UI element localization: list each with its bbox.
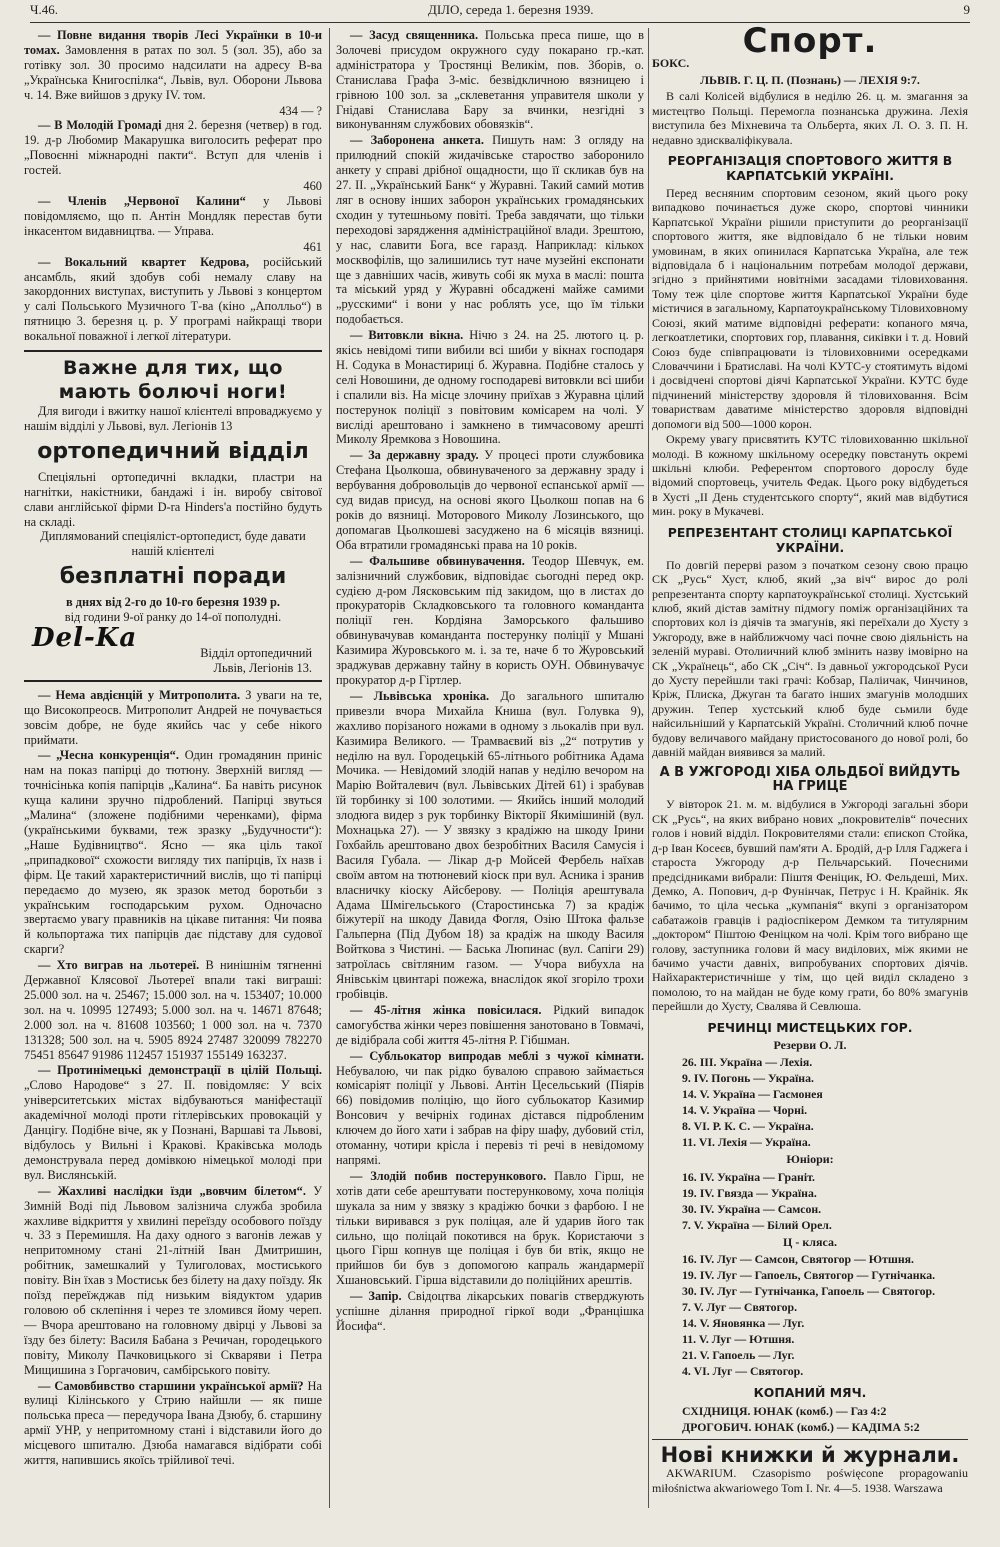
- news-item-body: Небувалою, чи пак рідко бувалою справою займається комісаріят поліції у Львові. Антін Цесельський (Піярів 66) повідомив поліцію, що його субльокатор Казимир Вонсович у вечірніх годинах дістався підробленим ключем до його хати і забрав на фіру шафу, дубовий стіл, отоманну, чотири крісла і перевіз ті речі в невідомому напрямі.: [336, 1063, 644, 1167]
- ad-specialist: Диплямований спеціяліст-ортопедист, буде давати нашій клієнтелі: [40, 529, 306, 559]
- box-result: ЛЬВІВ. Г. Ц. П. (Познань) — ЛЕХІЯ 9:7.: [700, 72, 920, 87]
- ad-dept: ортопедичний відділ: [37, 438, 309, 464]
- delka-logo: Del-Ka: [32, 623, 138, 654]
- fixture-line: 11. VI. Лехія — Україна.: [682, 1135, 811, 1150]
- news-item: [24, 688, 322, 748]
- football-results: [652, 1403, 968, 1435]
- juniors-label: Юніори:: [786, 1152, 834, 1167]
- fixture-line: 9. IV. Погонь — Україна.: [682, 1071, 814, 1086]
- news-item-title: — Заборонена анкета.: [350, 133, 484, 148]
- fixture-line: ДРОГОБИЧ. ЮНАК (комб.) — КАДІМА 5:2: [682, 1420, 920, 1434]
- fixture-line: 7. V. Україна — Білий Орел.: [682, 1217, 832, 1232]
- fixture-line: 30. IV. Луг — Гутнічанка, Гапоель — Святогор.: [682, 1284, 936, 1298]
- column-1: [24, 28, 322, 1469]
- news-item: [24, 1379, 322, 1468]
- notice-number: 461: [303, 239, 322, 254]
- orthopedic-ad: [24, 350, 322, 682]
- news-item: [336, 554, 644, 688]
- news-item-body: у Львові повідомляємо, що п. Антін Мондляк перестав бути інкасентом видавництва. — Управа.: [24, 193, 322, 238]
- ad-dates: в днях від 2-го до 10-го березня 1939 р.: [65, 595, 281, 610]
- news-item: [24, 255, 322, 344]
- news-item-title: — Витовкли вікна.: [350, 328, 464, 343]
- news-item: [24, 1184, 322, 1378]
- ad-headline: Важне для тих, що мають болючі ноги!: [58, 357, 288, 404]
- ad-hours: від години 9-ої ранку до 14-ої пополудні.: [64, 610, 282, 625]
- news-item-body: У процесі проти службовика Стефана Цьолкоша, обвинуваченого за державну зраду і вербування добровольців до червоної еспанської армії — суд видав присуд, на основі якого Цьолкош попав на 6 років до вязниці. Моторового Миколу Лозинського, що допомагав Цьолкошеві засуджено на 6 місяців вязниці. Оба втратили громадянські права на 10 років.: [336, 448, 644, 552]
- fixture-line: 14. V. Україна — Гасмонея: [682, 1087, 823, 1102]
- news-list: [24, 688, 322, 1468]
- fixture-line: 11. V. Луг — Ютшня.: [682, 1332, 795, 1346]
- news-item: [336, 689, 644, 1002]
- news-item-title: — Запір.: [350, 1289, 402, 1304]
- news-item: [336, 28, 644, 132]
- news-item: [336, 133, 644, 327]
- news-item-title: — Вокальний квартет Кедрова,: [38, 254, 250, 269]
- news-item-body: Пишуть нам: З огляду на прилюдний спокій жидачівське староство заборонило анкету у справі дрібної ощадности, що її скликав був на 27. II. „Український Банк“ у Журавні. Такий самий мотив ляг в основу інших заборон українських громадянських сходин у тутешньому повіті. Треба завдячати, що тільки переходові зарядження адміністраційної влади. Зрештою, у нас, славити Бога, все гаразд. Наприклад: кількох москвофілів, що залишились тут наче музейні експонати ще з давніших часів, живуть собі як муха в маслі: пошта та міський уряд у Журавні обсаджені майже самими „русскими“ і вони у нас роблять усе, що їм тільки подобається.: [336, 133, 644, 327]
- books-heading: Нові книжки й журнали.: [660, 1443, 960, 1467]
- reorg-p2: Окрему увагу присвятить КУТС тіловихованню шкільної молоді. В кожному шкільному осередку повстануть окремі шкільні клюби. Референтом спортового дорослу буде відомий спортовець, учитель Федак. Цього року відбудеться в Хусті „II День студентського спорту“, який мав відбутися мин. року в Мукачеві.: [652, 432, 968, 519]
- news-item-body: російський ансамбль, який здобув собі немалу славу на закордонних виступах, виступить у Львові з концертом у салі Польського Музичного Т-ва (кіно „Аполльо“) в пятницю 3. березня ц. р. У програмі найкращі твори вокальної поважної і легкої літератури.: [24, 254, 322, 344]
- news-item: [336, 328, 644, 447]
- news-list-2: [336, 28, 644, 1334]
- news-item-body: Рідкий випадок самогубства жінки через повішення занотовано в Товмачі, де відібрала собі життя 45-літня Р. Гібшман.: [336, 1002, 645, 1047]
- fixture-line: 21. V. Гапоель — Луг.: [682, 1348, 795, 1362]
- news-item-body: Павло Гірш, не хотів дати себе арештувати постерунковому, хоча поліція шукала за ним у звязку з крадіжю бочки з фарбою. І не тільки виривався з рук поліцая, але й ударив його так сильно, що поліцай покотився на брук. Користаючи з цього Гірш копнув ще поліцая і був би втік, якщо не прийшов би був з допомогою капраль жандармерії Хшановський. Гірша відставили до поліційних арештів.: [336, 1168, 644, 1288]
- fixture-line: 30. IV. Україна — Самсон.: [682, 1201, 822, 1216]
- football-heading: КОПАНИЙ МЯЧ.: [753, 1385, 867, 1400]
- page-number: Ч.46.: [30, 2, 58, 17]
- news-item-title: — Повне видання творів Лесі Українки в 10-и томах.: [24, 28, 322, 57]
- juniors-list: [652, 1169, 968, 1233]
- fixture-line: 8. VI. Р. К. С. — Україна.: [682, 1119, 814, 1134]
- uzhhorod-p: У вівторок 21. м. м. відбулися в Ужгороді загальні збори СК „Русь“, на яких вибрано нових „покровителів“ почесних голов і новий відділ. Покровителями стали: єпископ Стойка, д-р Іван Косеєв, бувший пам'яти А. Бродій, д-р Ілля Гаджега і староста Ужгороду д-р Пельчарський. Почесними предсідниками вибрали: Піштя Феніцик, Ю. Фельдеші, Мих. Демко, А. Попович, д-р Фунінчак, Петрус і Н. Крайнік. Як бачимо, то ціла чеська „кумпанія“ вкупі з організатором сабатажоів гравців і радіоспікером Демком та титулярним „доктором“ Піштою Феніцком на чолі. Крім того вибрано ще голову, заступника голови й масу виділових, між якими не бачимо участи давніх, випробуваних спортових діячів. Найхарактеристичніше у тім, що цей виділ складено з помолою, то на майдан не буде кому грати, бо 80% змагунів перейшли до Хусту, Свалява й Севлюша.: [652, 797, 968, 1014]
- news-item-title: — 45-літня жінка повісилася.: [350, 1002, 542, 1017]
- news-item: [24, 958, 322, 1062]
- news-item-body: В нинішнім тягненні Державної Клясової Льотереї впали такі виграші: 25.000 зол. на ч. 25467; 15.000 зол. на ч. 153407; 10.000 зол. на ч. 10995 127493; 5.000 зол. на ч. 14671 87648; 2.000 зол. на ч. 81608 103560; 1 000 зол. на ч. 7370 131328; 500 зол. на ч. 5905 8924 27487 320099 782270 75451 85647 91986 112457 151937 155149 163237.: [24, 958, 322, 1062]
- news-item-body: Теодор Шевчук, ем. залізничний службовик, відповідає сьогодні перед окр. судією д-ром Лясковським під закидом, що в листах до прокураторів Складковського та головного команданта поліції ген. Кордіяна Заморського фальшиво обвинувачував команданта постерунку поліції у Мшані Казимира Журовського м. і. за те, наче б то Журовський зраджував державну тайну в користь ОУН. Обвинувачує прокуратор д-р Гіртлер.: [336, 553, 644, 687]
- news-item-title: — Засуд священника.: [350, 28, 479, 42]
- reserves-list: [652, 1054, 968, 1150]
- news-item: [24, 118, 322, 178]
- fixture-line: СХІДНИЦЯ. ЮНАК (комб.) — Газ 4:2: [682, 1404, 887, 1418]
- news-item: [336, 1169, 644, 1288]
- news-item-title: — Нема авдієнцій у Митрополита.: [38, 687, 241, 702]
- page-right-mark: 9: [963, 2, 970, 17]
- news-item: [24, 194, 322, 239]
- reorg-p1: Перед весняним спортовим сезоном, який цього року випадково починається дуже скоро, спортові чинники Карпатської України рішили приступити до реорганізації спортового життя, яке відповідало б не тільки новим умовинам, в яких опинилася Карпатська Україна, але теж відповідала б і національним потребам молодої держави, згідно з прийнятими новітніми засадами тіловиховання. Тому теж ціле спортове життя Карпатської України буде містичися в загальному, Карпатоукраїнському Тіловиховному Союзі, який матиме відповідні реферати: копаного мяча, легкоатлетики, спортових гор, плавання, сиківки і т. д. Новий Союз буде співпрацювати із тіловиховними осередками Словаччини і Братиславі. На чолі КУТС-у стоятимуть відомі і досвідчені спортові діячі Карпатської України. КУТС буде підчинений міністерству здоровля й тіловиховання. Всім товариствам даватиме міністерство здоровля відповідні допомоги від 500—1000 корон.: [652, 185, 968, 431]
- fixture-line: 26. III. Україна — Лехія.: [682, 1055, 813, 1070]
- news-item: [336, 1049, 644, 1168]
- ad-intro: Для вигоди і вжитку нашої клієнтелі впроваджуємо у нашім відділі у Львові, вул. Легіонів 13: [24, 404, 322, 433]
- news-item-body: Польська преса пише, що в Золочеві присудом окружного суду покарано гр.-кат. адміністратора у Тростянці Великім, пов. Зборів, о. Станислава Графа 3-міс. безвідкличною вязницею і грівною 100 зол. за „склеветання управителя школи у Гнідаві Станислава Бару за вчинки, незгідні з виконуванням службових обовязків“.: [336, 28, 644, 132]
- news-item-title: — Фальшиве обвинувачення.: [350, 553, 525, 568]
- news-item-title: — Львівська хроніка.: [350, 688, 490, 703]
- news-item: [336, 448, 644, 552]
- news-item-body: Один громадянин приніс нам на показ папірці до тютюну. Зверхній вигляд — точнісінька копія папірців „Калина“. Ба навіть рисунок куща калини зручно підроблений. Папірці звуться „Малина“ (зложене подібними черенками), фірма (українськими буквами, теж зразку „Будучности“): „Наше Будівництво“. Ясно — яка ціль такої „припадкової“ схожости вигляду тих папірців, їх назв і фірм. Це такий характеристичний вислів, що ті папірці передаємо до музею, як зразок метод боротьби з українським господарським рухом. Одночасно звертаємо увагу правників на цікаве питання: Чи поява й кольпортажа тих папірців дає підставу для судової скарги?: [24, 748, 322, 957]
- news-item-body: Замовлення в ратах по зол. 5 (зол. 35), або за готівку зол. 30 просимо надсилати на адресу В-ва „Українська Книгоспілка“, Львів, вул. Оборони Львова ч. 14. Вже вийшов з друку IV. том.: [24, 42, 322, 102]
- ad-footer-2: Львів, Легіонів 13.: [213, 660, 312, 675]
- notice-number: 434 — ?: [279, 103, 322, 118]
- news-item-body: „Слово Народове“ з 27. II. повідомляє: У всіх університетських містах відбуваються маніфестації академічної молоді проти гітлерівських провокацій у Данцігу. Подібне віче, як у Познані, Варшаві та Львові, відбулось у Вильні і Кракові. Краківська молодь демонструвала перед домівкою німецької молоді при вул. Вислянській.: [24, 1078, 322, 1182]
- notice-number: 460: [303, 179, 322, 194]
- news-item-title: — Самовбивство старшини української армії?: [38, 1378, 304, 1393]
- cclass-label: Ц - кляса.: [783, 1234, 837, 1249]
- news-item: [24, 748, 322, 957]
- news-item-title: — Хто виграв на льотереї.: [38, 958, 200, 973]
- box-body: В салі Колісей відбулися в неділю 26. ц. м. змагання за мистецтво Польщі. Перемогла познанська дружина. Лехія виступила без Міхневича та Ольберта, яких Л. О. З. П. Н. недавно здискваліфікувала.: [652, 89, 968, 147]
- news-item-title: — Членів „Червоної Калини“: [38, 193, 246, 208]
- capital-p: По довгій перерві разом з початком сезону свою працю СК „Русь“ Хуст, клюб, який „за віч“ вирос до ролі репрезентанта спорту карпатоукраїнської столиці. Хустський клюб, який дістав замітну підмогу поміж організаційних та спортових кол із діячів та змагунів, які переїхали до Хусту з Ужгороду, вже в найближчому часі почне свою діяльність на зеленій мураві. Отолиичний клюб змінить назву імовірно на СК „Українець“, або СК „Січ“. Із давньої ужгородської Руси до Хусту перейшли такі грачі: Кобзар, Паліичак, Чинчинов, Кріж, Плиска, Джуган та багато інших змагунів молодших дружин. Тепер хустський клюб буде сьмили буде найсильніший у Карпатській Україні. Столичний клюб почне будову величавого майдану пристосованого до нової ролі, бо давній майдан виявився за малий.: [652, 557, 968, 760]
- news-item-title: — Субльокатор випродав меблі з чужої кімнати.: [350, 1048, 644, 1063]
- reserves-label: Резерви О. Л.: [773, 1037, 847, 1052]
- fixture-line: 19. IV. Луг — Гапоель, Святогор — Гутнічанка.: [682, 1268, 936, 1282]
- column-rule-1: [329, 28, 330, 1508]
- news-item-body: До загального шпиталю привезли вчора Михайла Книша (вул. Голувка 9), жахливо порізаного ножами в одному з льокалів при вул. Казимира Великого. — Трамваєвий віз „2“ потрутив у неділю на вул. Городецькій 65-літнього робітника Адама Мочика. — Невідомий злодій напав у неділю вечором на Марію Войталевич (вул. Львівських Дітей 61) і зрабував їй торбинку зі 100 золотими. — Якийсь інший молодий злодюга видер з рук торбинку Вікторії Якимішиній (вул. Мохнацька 27). — У звязку з крадіжю на шкоду Ірини Гохбайль арештовано двох безробітних Василя Самусія і Василя Губала. — Лікар д-р Мойсей Фербель наїхав своїм автом на тютюневий кіоск при вул. Асника і зранив власничку кіоску Айсберову. — Поліція арештувала Адама Шмігельського (Старостинська 7) за крадіж біжутерії на шкоду Давида Фогля, Озію Штока фальзе Гальперна (Під Дубом 18) за крадіж на шкоду Василя Войткова з Чистині. — Баська Люпинас (вул. Сапіги 29) затроїлась світляним газом. — Учора вибухла на Янівськім цвинтарі пожежа, внаслідок якої згоріло трохи гробівців.: [336, 688, 645, 1001]
- news-item-body: На вулиці Кілінського у Стрию найшли — як пише польська преса — передучора Івана Дзюбу, б. старшину армії УНР, у непритомному стані і відставили його до місцевого шпиталю. Дзюба намагався відібрати собі життя, напившись якоїсь трійливої течі.: [24, 1378, 322, 1468]
- uzhhorod-heading: А В УЖГОРОДІ ХІБА ОЛЬДБОЇ ВИЙДУТЬ НА ГРИЦЕ: [659, 764, 961, 794]
- column-2: [336, 28, 644, 1335]
- paper-date: ДІЛО, середа 1. березня 1939.: [427, 2, 594, 17]
- news-item: [336, 1003, 644, 1048]
- ad-footer-1: Відділ ортопедичний: [200, 646, 312, 660]
- masthead: [30, 2, 970, 23]
- column-3: [652, 21, 968, 1496]
- news-item-body: З уваги на те, що Високопреосв. Митрополит Андрей не почувається зовсім добре, не буде якийсь час у себе нікого приймати.: [24, 687, 322, 747]
- books-body: AKWARIUM. Czasopismo poświęcone propagowaniu miłośnictwa akwariowego Tom I. Nr. 4—5. 1938. Warszawa: [652, 1466, 968, 1495]
- fixture-line: 14. V. Україна — Чорні.: [682, 1103, 808, 1118]
- news-item: [24, 28, 322, 103]
- capital-heading: РЕПРЕЗЕНТАНТ СТОЛИЦІ КАРПАТСЬКОЇ УКРАЇНИ.: [667, 524, 953, 555]
- news-item-body: Свідоцтва лікарських повагів стверджують успішне ділання природної гіркої води „Францішка Йосифа“.: [336, 1289, 644, 1333]
- notices-list: [24, 28, 322, 344]
- box-label: БОКС.: [652, 56, 690, 71]
- news-item-body: У Зимній Воді під Львовом залізнича служба зробила жахливе відкриття у хвилині переїзду особового поїзду ч. 33 з Перемишля. На даху одного з вагонів лежав у непритомному стані 21-літній Іван Дмитришин, робітник, замешкалий у Тулиголовах, мостиського повіту. Він їхав з Мостиськ без білету на даху поїзду. Як поїзд переїжджав під низьким віядуктом ударив головою об склепіння і через те зломився йому череп. — Вчора арештовано на головному двірці у Львові за їзду без білету: Василя Бабана з Речичан, городецького повіту, Миколу Пачковицького зі Скваряви і Петра Мищишина з Горгачович, самбірського повіту.: [24, 1183, 322, 1377]
- news-item-title: — Жахливі наслідки їзди „вовчим білетом“.: [38, 1183, 306, 1198]
- fixture-line: 16. IV. Луг — Самсон, Святогор — Ютшня.: [682, 1252, 914, 1266]
- fixture-line: 4. VI. Луг — Святогор.: [682, 1364, 804, 1378]
- news-item-title: — За державну зраду.: [350, 448, 479, 463]
- fixture-line: 14. V. Яновянка — Луг.: [682, 1316, 805, 1330]
- news-item-body: дня 2. березня (четвер) в год. 19. д-р Любомир Макарушка виголосить реферат про „Повоєнні міжнародні пакти“. Вступ для членів і гостей.: [24, 118, 322, 178]
- reorg-heading: РЕОРГАНІЗАЦІЯ СПОРТОВОГО ЖИТТЯ В КАРПАТСЬКІЙ УКРАЇНІ.: [667, 152, 953, 183]
- ad-free-advice: безплатні поради: [59, 564, 287, 590]
- news-item-title: — Злодій побив постерункового.: [350, 1168, 547, 1183]
- news-item: [24, 1063, 322, 1182]
- fixture-line: 7. V. Луг — Святогор.: [682, 1300, 798, 1314]
- cclass-list: [652, 1251, 968, 1379]
- fixtures-heading: РЕЧИНЦІ МИСТЕЦЬКИХ ГОР.: [707, 1019, 913, 1035]
- news-item: [336, 1289, 644, 1334]
- news-item-title: — Протинімецькі демонстрації в цілій Польщі.: [38, 1063, 322, 1078]
- fixture-line: 16. IV. Україна — Граніт.: [682, 1169, 815, 1184]
- column-rule-2: [648, 28, 649, 1508]
- ad-desc: Спеціяльні ортопедичні вкладки, пластри на нагнітки, накістники, бандажі і ін. виробу світової слави англійської фірми D-ra Hinders'a постійно будуть на складі.: [24, 469, 322, 529]
- news-item-title: — В Молодій Громаді: [38, 118, 162, 133]
- news-item-body: Нічю з 24. на 25. лютого ц. р. якісь невідомі типи вибили всі шиби у вікнах господаря Н. Содука в Монастириці б. Журавна. Подібне сталось у селі Новошини, де одному господареві витовкли всі шиби і спалили віз. На місце злочину приїхав з Журавна цілий постерунок поліції з повітовим комісарем на чолі. У висліді арештовано і замкнено в тимчасовому арешті Миколу Яремкова з Новошина.: [336, 328, 644, 447]
- sport-heading: Спорт.: [742, 21, 878, 61]
- news-item-title: — „Чесна конкуренція“.: [38, 748, 179, 763]
- fixture-line: 19. IV. Гвязда — Україна.: [682, 1185, 817, 1200]
